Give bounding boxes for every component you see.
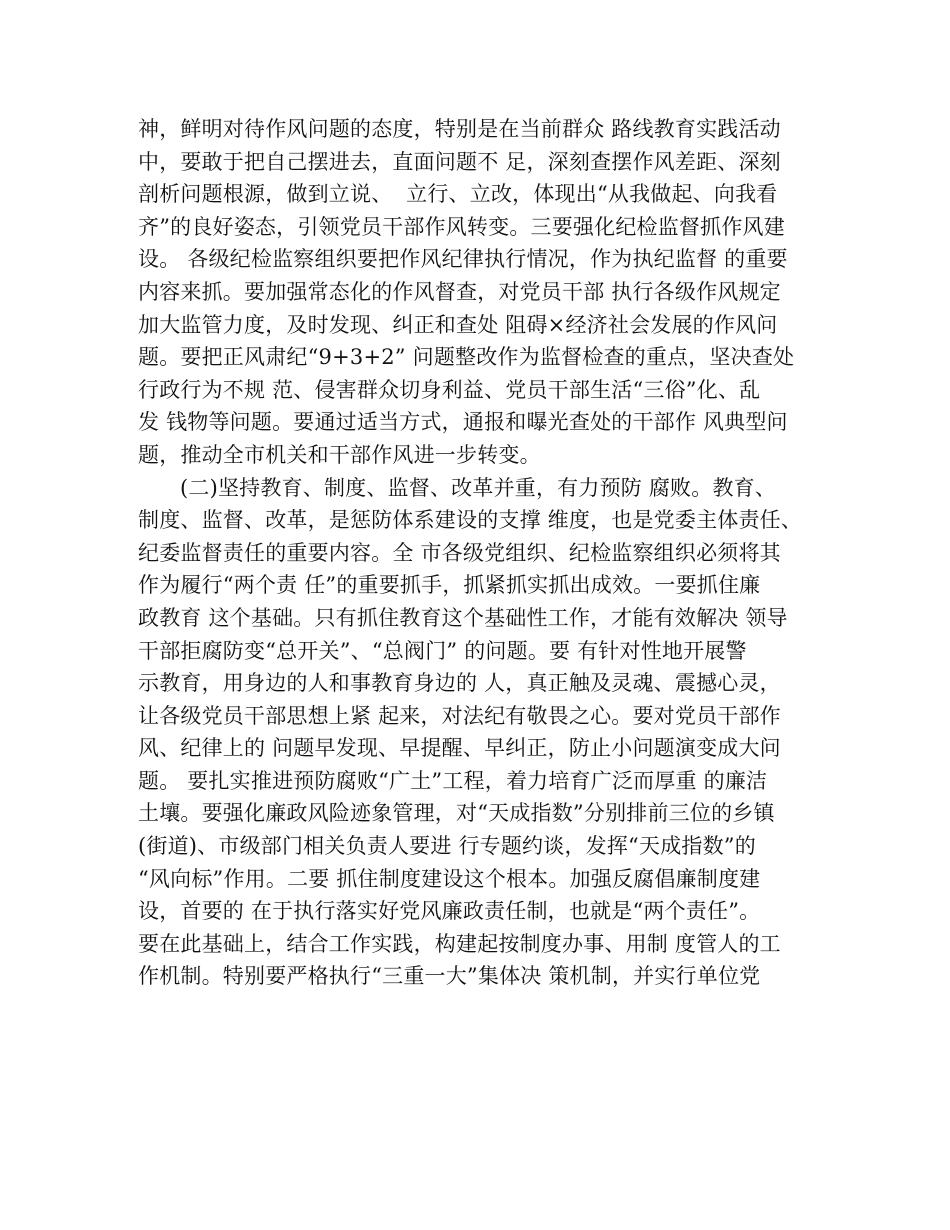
text-line: 题，推动全市机关和干部作风进一步转变。 xyxy=(138,442,541,467)
text-line: 风、纪律上的 问题早发现、早提醒、早纠正，防止小问题演变成大问 xyxy=(138,736,781,761)
text-line: 让各级党员干部思想上紧 起来，对法纪有敬畏之心。要对党员干部作 xyxy=(138,703,781,728)
text-line: 示教育，用身边的人和事教育身边的 人，真正触及灵魂、震撼心灵， xyxy=(138,671,781,696)
text-line: 作为履行“两个责 任”的重要抓手，抓紧抓实抓出成效。一要抓住廉 xyxy=(138,573,761,598)
text-line: 发 钱物等问题。要通过适当方式，通报和曝光查处的干部作 风典型问 xyxy=(138,410,788,435)
text-line: 行政行为不规 范、侵害群众切身利益、党员干部生活“三俗”化、乱 xyxy=(138,377,761,402)
text-line: 设。 各级纪检监察组织要把作风纪律执行情况，作为执纪监督 的重要 xyxy=(138,247,788,272)
text-line: 纪委监督责任的重要内容。全 市各级党组织、纪检监察组织必须将其 xyxy=(138,540,781,565)
paragraph-heading-line: (二)坚持教育、制度、监督、改革并重，有力预防 腐败。教育、 xyxy=(180,475,777,500)
text-line: 神，鲜明对待作风问题的态度，特别是在当前群众 路线教育实践活动 xyxy=(138,117,781,141)
text-line: 中，要敢于把自己摆进去，直面问题不 足，深刻查摆作风差距、深刻 xyxy=(138,149,781,174)
text-line: 剖析问题根源，做到立说、 立行、立改，体现出“从我做起、向我看 xyxy=(138,182,778,207)
text-line: “风向标”作用。二要 抓住制度建设这个根本。加强反腐倡廉制度建 xyxy=(138,866,761,891)
text-line: 加大监管力度，及时发现、纠正和查处 阻碍×经济社会发展的作风问 xyxy=(138,312,778,337)
text-line: 干部拒腐防变“总开关”、“总阀门” 的问题。要 有针对性地开展警 xyxy=(138,638,747,663)
text-line: 要在此基础上，结合工作实践，构建起按制度办事、用制 度管人的工 xyxy=(138,931,781,956)
text-line: (街道)、市级部门相关负责人要进 行专题约谈，发挥“天成指数”的 xyxy=(138,834,756,859)
text-line: 政教育 这个基础。只有抓住教育这个基础性工作，才能有效解决 领导 xyxy=(138,605,788,630)
text-line: 作机制。特别要严格执行“三重一大”集体决 策机制，并实行单位党 xyxy=(138,964,761,989)
text-line: 设，首要的 在于执行落实好党风廉政责任制，也就是“两个责任”。 xyxy=(138,899,761,924)
text-line: 制度、监督、改革，是惩防体系建设的支撑 维度，也是党委主体责任、 xyxy=(138,508,803,533)
text-line: 齐”的良好姿态，引领党员干部作风转变。三要强化纪检监督抓作风建 xyxy=(138,214,785,239)
text-line: 内容来抓。要加强常态化的作风督查，对党员干部 执行各级作风规定 xyxy=(138,279,781,304)
body-text xyxy=(138,113,828,993)
text-line: 题。要把正风肃纪“9+3+2” 问题整改作为监督检查的重点，坚决查处 xyxy=(138,345,795,370)
text-line: 题。 要扎实推进预防腐败“广土”工程，着力培育广泛而厚重 的廉洁 xyxy=(138,768,768,793)
text-line: 土壤。要强化廉政风险迹象管理，对“天成指数”分别排前三位的乡镇 xyxy=(138,801,775,826)
